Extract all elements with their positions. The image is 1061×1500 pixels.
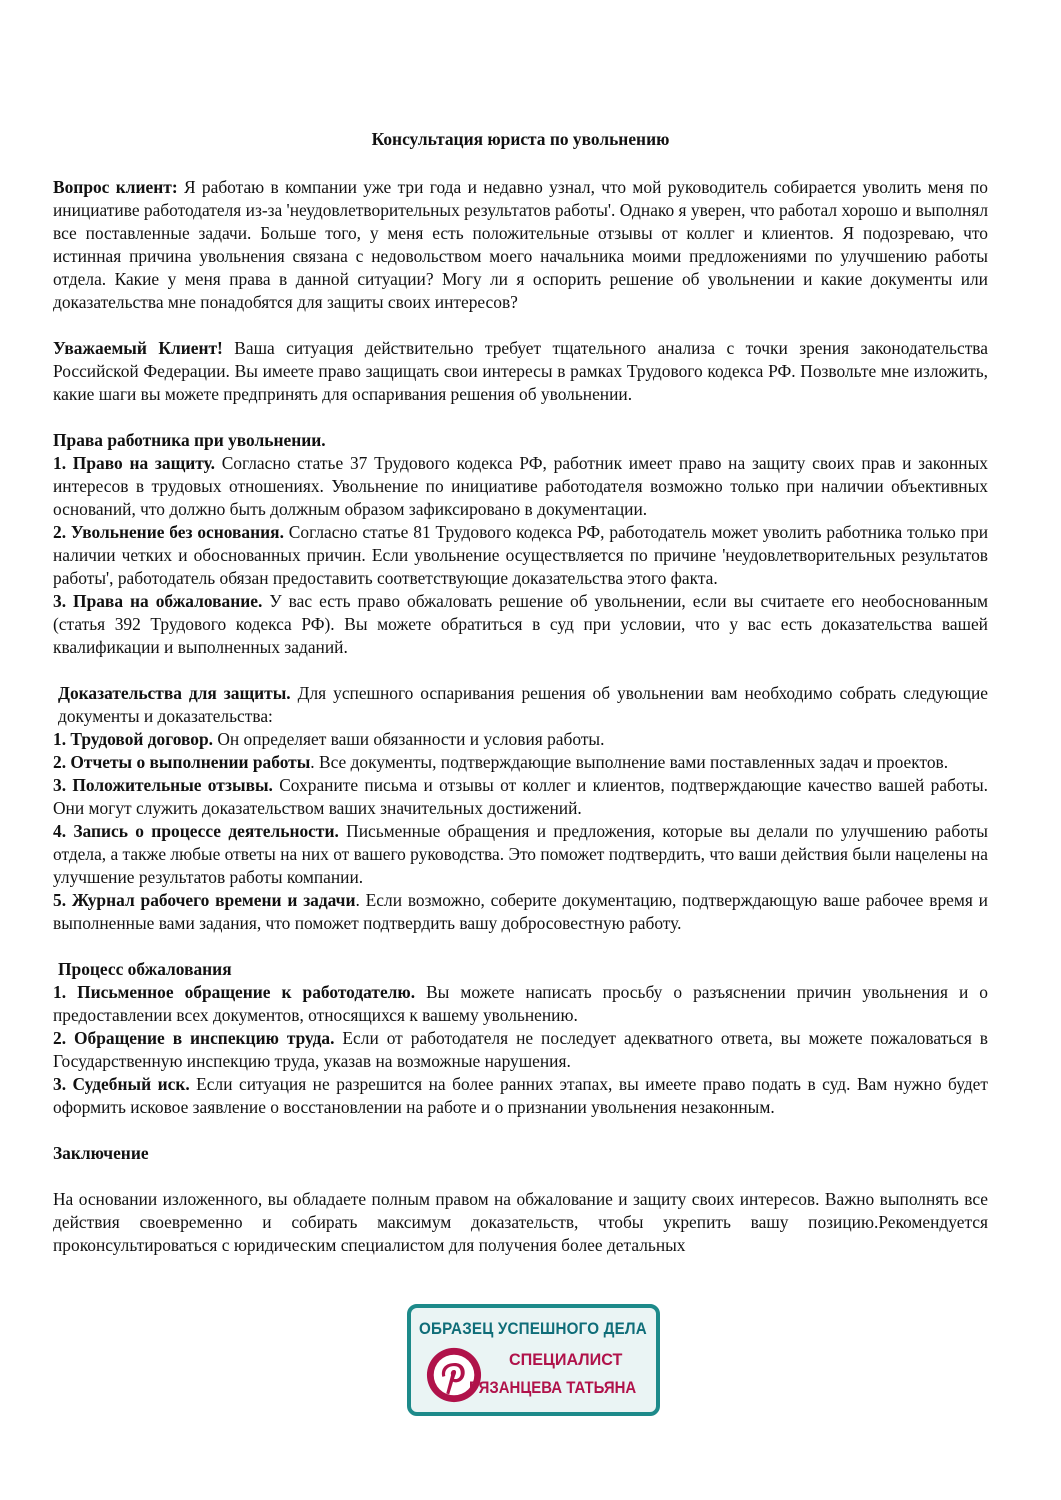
evidence-intro: Доказательства для защиты. Для успешного оспаривания решения об увольнении вам необходимо собрать следующие документы и доказательства: [58,683,988,726]
evidence-item: 4. Запись о процессе деятельности. Письменные обращения и предложения, которые вы делали по улучшению работы отдела, а также любые ответы на них от вашего руководства. Это поможет подтвердить, что ваши действия были нацелены на улучшение результатов работы компании. [53,821,989,887]
rights-item: 3. Права на обжалование. У вас есть право обжаловать решение об увольнении, если вы считаете его необоснованным (статья 392 Трудового кодекса РФ). Вы можете обратиться в суд при условии, что у вас есть доказательства вашей квалификации и выполненных заданий. [53,591,988,657]
evidence-item: 3. Положительные отзывы. Сохраните письма и отзывы от коллег и клиентов, подтверждающие качество вашей работы. Они могут служить доказательством ваших значительных достижений. [53,775,989,818]
appeal-item: 3. Судебный иск. Если ситуация не разрешится на более ранних этапах, вы имеете право подать в суд. Вам нужно будет оформить исковое заявление о восстановлении на работе и о признании увольнения незаконным. [53,1074,988,1117]
question-label: Вопрос клиент: [53,177,178,197]
evidence-item: 5. Журнал рабочего времени и задачи. Если возможно, соберите документацию, подтверждающую ваше рабочее время и выполненные вами задания, что поможет подтвердить вашу добросовестную работу. [53,890,988,933]
evidence-item: 1. Трудовой договор. Он определяет ваши обязанности и условия работы. [53,729,605,749]
conclusion-text: На основании изложенного, вы обладаете полным правом на обжалование и защиту своих интересов. Важно выполнять все действия своевременно и собирать максимум доказательств, чтобы укрепить вашу позицию.Рекомендуется проконсультироваться с юридическим специалистом для получения более детальных [53,1189,988,1255]
specialist-logo [407,1304,660,1416]
appeal-heading: Процесс обжалования [58,959,232,979]
answer-intro-text: Ваша ситуация действительно требует тщательного анализа с точки зрения законодательства Российской Федерации. Вы имеете право защищать свои интересы в рамках Трудового кодекса РФ. Позвольте мне изложить, какие шаги вы можете предпринять для оспаривания решения об увольнении. [53,338,989,404]
answer-intro [53,337,988,406]
logo-line-3: РЯЗАНЦЕВА ТАТЬЯНА [469,1378,637,1397]
evidence-item: 2. Отчеты о выполнении работы. Все документы, подтверждающие выполнение вами поставленных задач и проектов. [53,752,949,772]
rights-heading: Права работника при увольнении. [53,430,326,450]
client-question [53,176,988,314]
logo-line-1: ОБРАЗЕЦ УСПЕШНОГО ДЕЛА [419,1320,647,1338]
document-page [53,118,988,1257]
rights-item: 2. Увольнение без основания. Согласно статье 81 Трудового кодекса РФ, работодатель может уволить работника только при наличии четких и обоснованных причин. Если увольнение осуществляется по причине 'неудовлетворительных результатов работы', работодатель обязан предоставить соответствующие доказательства этого факта. [53,522,988,588]
appeal-item: 2. Обращение в инспекцию труда. Если от работодателя не последует адекватного ответа, вы можете пожаловаться в Государственную инспекцию труда, указав на возможные нарушения. [53,1028,989,1071]
rights-item: 1. Право на защиту. Согласно статье 37 Трудового кодекса РФ, работник имеет право на защиту своих прав и законных интересов в трудовых отношениях. Увольнение по инициативе работодателя возможно только при наличии объективных оснований, что должно быть должным образом зафиксировано в документации. [53,453,988,519]
appeal-item: 1. Письменное обращение к работодателю. Вы можете написать просьбу о разъяснении причин увольнения и о предоставлении всех документов, относящихся к вашему увольнению. [53,982,988,1025]
answer-intro-label: Уважаемый Клиент! [53,338,223,358]
logo-line-2: СПЕЦИАЛИСТ [509,1350,623,1369]
question-text: Я работаю в компании уже три года и недавно узнал, что мой руководитель собирается уволить меня по инициативе работодателя из-за 'неудовлетворительных результатов работы'. Однако я уверен, что работал хорошо и выполнял все поставленные задачи. Больше того, у меня есть положительные отзывы от коллег и клиентов. Я подозреваю, что истинная причина увольнения связана с недовольством моего начальника моими предложениями по улучшению работы отдела. Какие у меня права в данной ситуации? Могу ли я оспорить решение об увольнении и какие документы или доказательства мне понадобятся для защиты своих интересов? [53,177,988,312]
conclusion-heading: Заключение [53,1143,149,1163]
document-title: Консультация юриста по увольнению [371,129,670,149]
